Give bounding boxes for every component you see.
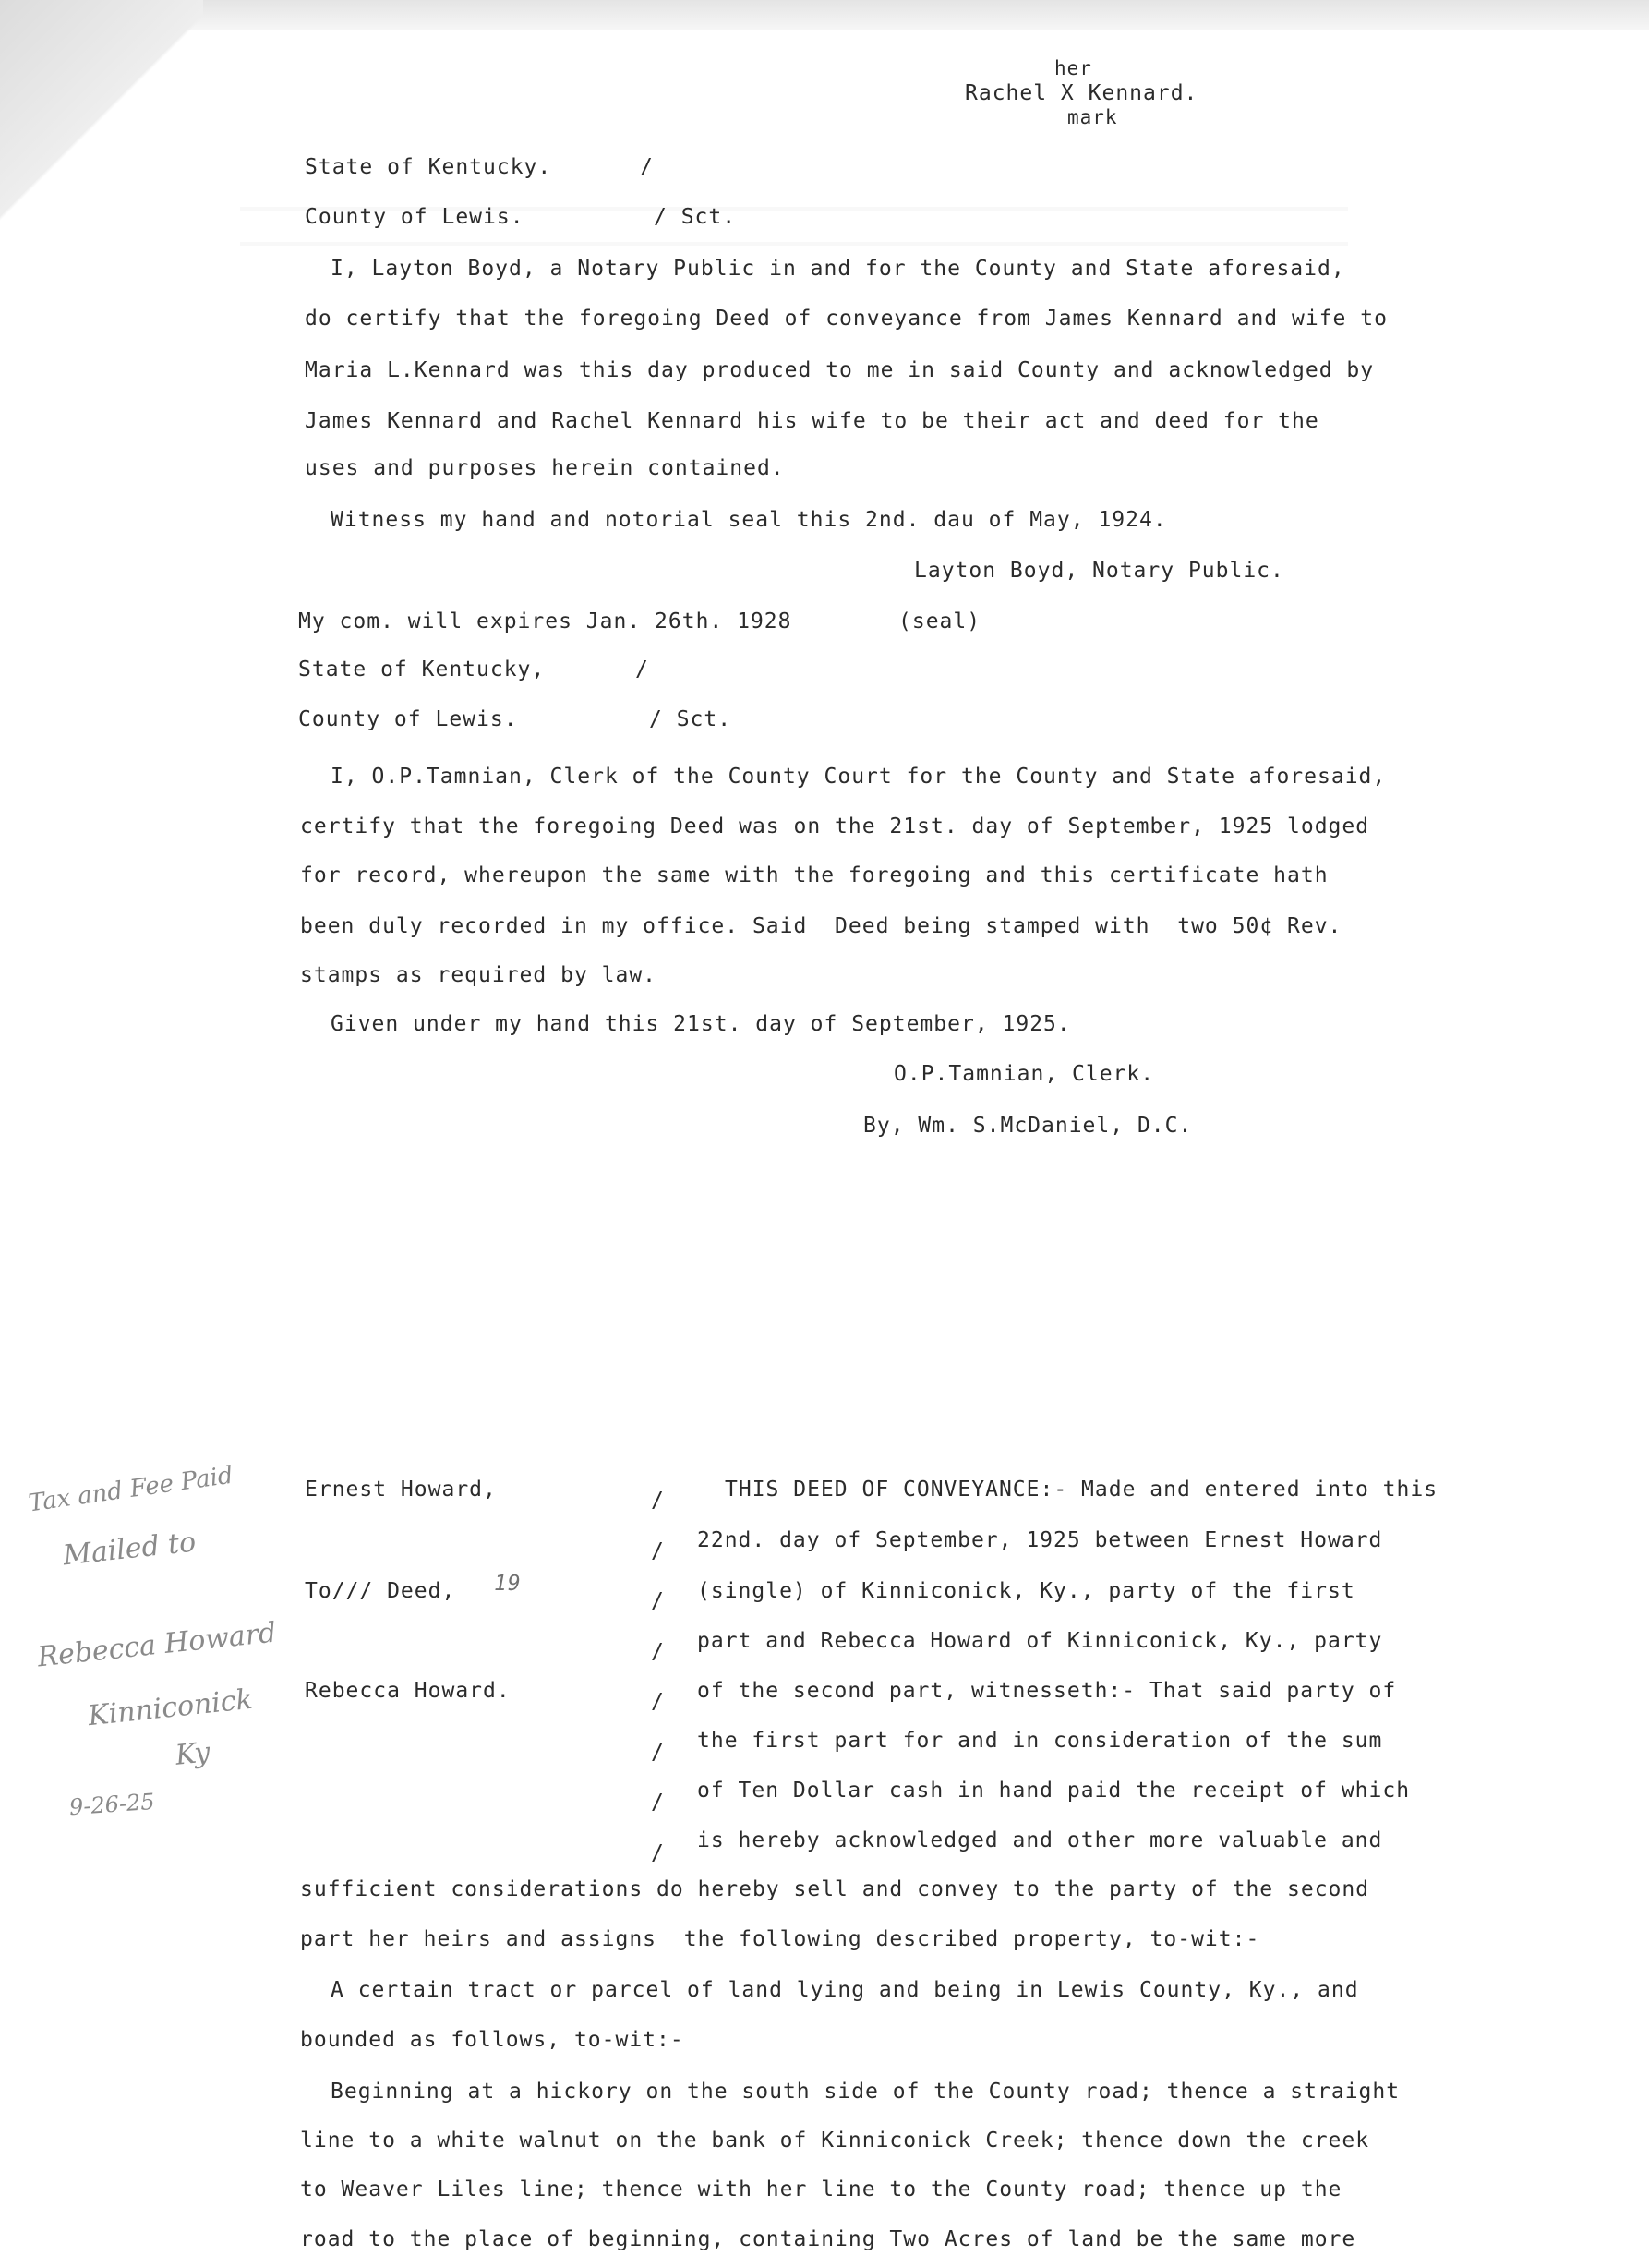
cert-line-5: stamps as required by law. <box>300 963 657 987</box>
deed-body-line-3: A certain tract or parcel of land lying and being in Lewis County, Ky., and <box>331 1978 1359 2002</box>
cert-signer-deputy: By, Wm. S.McDaniel, D.C. <box>863 1114 1193 1138</box>
signature-name: Rachel X Kennard. <box>965 81 1198 105</box>
cert-sct: / Sct. <box>649 707 732 731</box>
ack-line-3: Maria L.Kennard was this day produced to me in said County and acknowledged by <box>305 358 1375 382</box>
deed-body-line-7: to Weaver Liles line; thence with her line to the County road; thence up the <box>300 2178 1342 2202</box>
margin-note-line-5: Ky <box>174 1736 212 1772</box>
ack-county: County of Lewis. <box>305 205 524 229</box>
cert-line-3: for record, whereupon the same with the foregoing and this certificate hath <box>300 863 1329 887</box>
caption-divider: / / / / / / / / <box>651 1489 664 1865</box>
deed-body-line-1: sufficient considerations do hereby sell and convey to the party of the second <box>300 1877 1370 1901</box>
deed-intro-line-3: (single) of Kinniconick, Ky., party of the first <box>697 1579 1355 1603</box>
cert-state: State of Kentucky, <box>298 657 546 682</box>
margin-note-line-3: Rebecca Howard <box>35 1616 278 1674</box>
deed-intro-line-5: of the second part, witnesseth:- That said party of <box>697 1679 1397 1703</box>
deed-body-line-2: part her heirs and assigns the following described property, to-wit:- <box>300 1927 1260 1951</box>
deed-intro-line-2: 22nd. day of September, 1925 between Ernest Howard <box>697 1528 1383 1552</box>
margin-note-line-1: Tax and Fee Paid <box>26 1461 235 1518</box>
margin-note-line-4: Kinniconick <box>86 1683 255 1733</box>
ack-line-6: Witness my hand and notorial seal this 2nd. dau of May, 1924. <box>331 508 1167 532</box>
ack-line-1: I, Layton Boyd, a Notary Public in and for the County and State aforesaid, <box>331 257 1345 281</box>
folded-corner <box>0 0 203 277</box>
cert-state-slash: / <box>635 657 648 682</box>
signature-mark: mark <box>1067 106 1118 128</box>
cert-line-4: been duly recorded in my office. Said Deed being stamped with two 50¢ Rev. <box>300 914 1342 938</box>
page-top-edge <box>0 0 1649 30</box>
caption-party2: Rebecca Howard. <box>305 1679 511 1703</box>
signature-her: her <box>1054 57 1092 79</box>
ack-line-4: James Kennard and Rachel Kennard his wife to be their act and deed for the <box>305 409 1319 433</box>
ack-commission: My com. will expires Jan. 26th. 1928 <box>298 609 792 633</box>
caption-to-deed: To/// Deed, <box>305 1579 456 1603</box>
deed-intro-line-7: of Ten Dollar cash in hand paid the receipt of which <box>697 1779 1411 1803</box>
ack-state-slash: / <box>640 155 653 179</box>
cert-line-6: Given under my hand this 21st. day of September, 1925. <box>331 1012 1071 1036</box>
deed-intro-line-8: is hereby acknowledged and other more valuable and <box>697 1828 1383 1852</box>
deed-body-line-4: bounded as follows, to-wit:- <box>300 2028 684 2052</box>
caption-party1: Ernest Howard, <box>305 1478 497 1502</box>
caption-page: 19 <box>494 1572 522 1596</box>
deed-intro-line-1: THIS DEED OF CONVEYANCE:- Made and entered into this <box>725 1478 1438 1502</box>
deed-body-line-6: line to a white walnut on the bank of Kinniconick Creek; thence down the creek <box>300 2129 1370 2153</box>
cert-signer-clerk: O.P.Tamnian, Clerk. <box>894 1062 1155 1086</box>
ack-seal: (seal) <box>898 609 981 633</box>
ack-signer: Layton Boyd, Notary Public. <box>914 559 1284 583</box>
deed-body-line-8: road to the place of beginning, containing Two Acres of land be the same more <box>300 2227 1356 2251</box>
deed-intro-line-6: the first part for and in consideration of the sum <box>697 1729 1383 1753</box>
cert-county: County of Lewis. <box>298 707 518 731</box>
cert-line-1: I, O.P.Tamnian, Clerk of the County Court for the County and State aforesaid, <box>331 765 1387 789</box>
margin-note-line-2: Mailed to <box>61 1526 198 1573</box>
ack-sct: / Sct. <box>654 205 737 229</box>
deed-body-line-5: Beginning at a hickory on the south side of the County road; thence a straight <box>331 2080 1401 2104</box>
ack-state: State of Kentucky. <box>305 155 552 179</box>
ack-line-5: uses and purposes herein contained. <box>305 456 785 480</box>
cert-line-2: certify that the foregoing Deed was on the 21st. day of September, 1925 lodged <box>300 814 1370 838</box>
margin-note-line-6: 9-26-25 <box>68 1788 156 1821</box>
ack-line-2: do certify that the foregoing Deed of conveyance from James Kennard and wife to <box>305 307 1388 331</box>
deed-intro-line-4: part and Rebecca Howard of Kinniconick, Ky., party <box>697 1629 1383 1653</box>
